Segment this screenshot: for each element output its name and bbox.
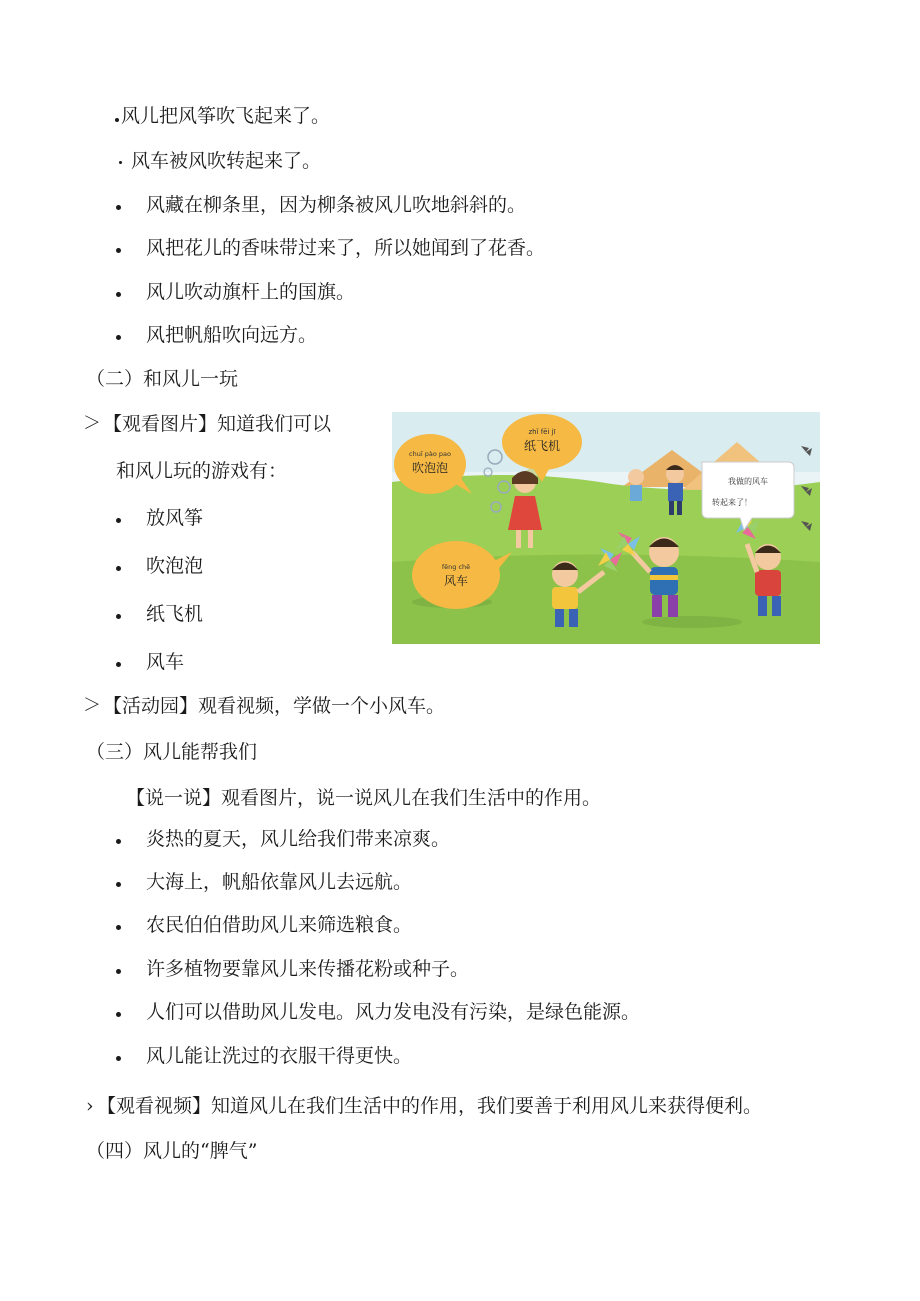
arrow-marker: ＞: [83, 695, 101, 716]
say-line: 【说一说】观看图片，说一说风儿在我们生活中的作用。: [126, 787, 602, 809]
bullet-dot: [116, 518, 121, 523]
bullet-dot: [116, 882, 121, 887]
windmill-pinyin: fēng chē: [441, 563, 471, 571]
section-heading: （四）风儿的“脾气”: [86, 1140, 258, 1162]
arrow-marker: ›: [86, 1095, 94, 1117]
bullet-dot: [116, 335, 121, 340]
list-item: 风把帆船吹向远方。: [146, 324, 318, 346]
bullet-dot: [116, 1012, 121, 1017]
game-item: 吹泡泡: [146, 555, 204, 577]
list-item: 大海上，帆船依靠风儿去远航。: [146, 871, 413, 893]
activity-line: 【活动园】观看视频，学做一个小风车。: [103, 695, 446, 717]
bullet-dot: [116, 566, 121, 571]
list-item: 风藏在柳条里，因为柳条被风儿吹地斜斜的。: [146, 194, 527, 216]
list-item: 许多植物要靠风儿来传播花粉或种子。: [146, 958, 470, 980]
list-item: 炎热的夏天，风儿给我们带来凉爽。: [146, 828, 451, 850]
bullet-dot: [116, 1056, 121, 1061]
list-item: 人们可以借助风儿发电。风力发电没有污染，是绿色能源。: [146, 1001, 641, 1023]
bullet-dot: [116, 662, 121, 667]
list-item: 风儿把风筝吹飞起来了。: [121, 105, 331, 127]
watch-pictures-line2: 和风儿玩的游戏有：: [116, 460, 288, 482]
bullet-dot: [116, 839, 121, 844]
game-item: 纸飞机: [146, 603, 204, 625]
section-heading: （三）风儿能帮我们: [86, 741, 258, 763]
list-item: 风车被风吹转起来了。: [131, 150, 322, 172]
bullet-dot: [116, 248, 121, 253]
children-playing-illustration: [392, 412, 820, 644]
game-item: 放风筝: [146, 507, 204, 529]
watch-pictures-line1: 【观看图片】知道我们可以: [103, 413, 332, 435]
paper-plane-pinyin: zhǐ fēi jī: [528, 428, 556, 436]
bullet-dot: [116, 969, 121, 974]
list-item: 风把花儿的香味带过来了，所以她闻到了花香。: [146, 237, 546, 259]
paper-plane-label: 纸飞机: [523, 439, 561, 453]
bullet-dot: [116, 205, 121, 210]
bubbles-pinyin: chuī pào pao: [409, 450, 451, 458]
section-heading: （二）和风儿一玩: [86, 368, 239, 390]
list-item: 风儿能让洗过的衣服干得更快。: [146, 1045, 413, 1067]
bullet-dot: [116, 292, 121, 297]
speech-line1: 我做的风车: [728, 477, 768, 486]
speech-line2: 转起来了！: [712, 498, 752, 507]
video-line: 【观看视频】知道风儿在我们生活中的作用，我们要善于利用风儿来获得便利。: [97, 1095, 763, 1117]
list-item: 风儿吹动旗杆上的国旗。: [146, 281, 356, 303]
bubbles-label: 吹泡泡: [411, 461, 449, 475]
bullet-dot: [116, 925, 121, 930]
game-item: 风车: [146, 651, 185, 673]
bullet-dot: [116, 614, 121, 619]
bullet-dot: [115, 118, 119, 122]
windmill-label: 风车: [443, 574, 469, 588]
bullet-dot: [119, 161, 122, 164]
arrow-marker: ＞: [83, 413, 101, 434]
list-item: 农民伯伯借助风儿来筛选粮食。: [146, 914, 413, 936]
